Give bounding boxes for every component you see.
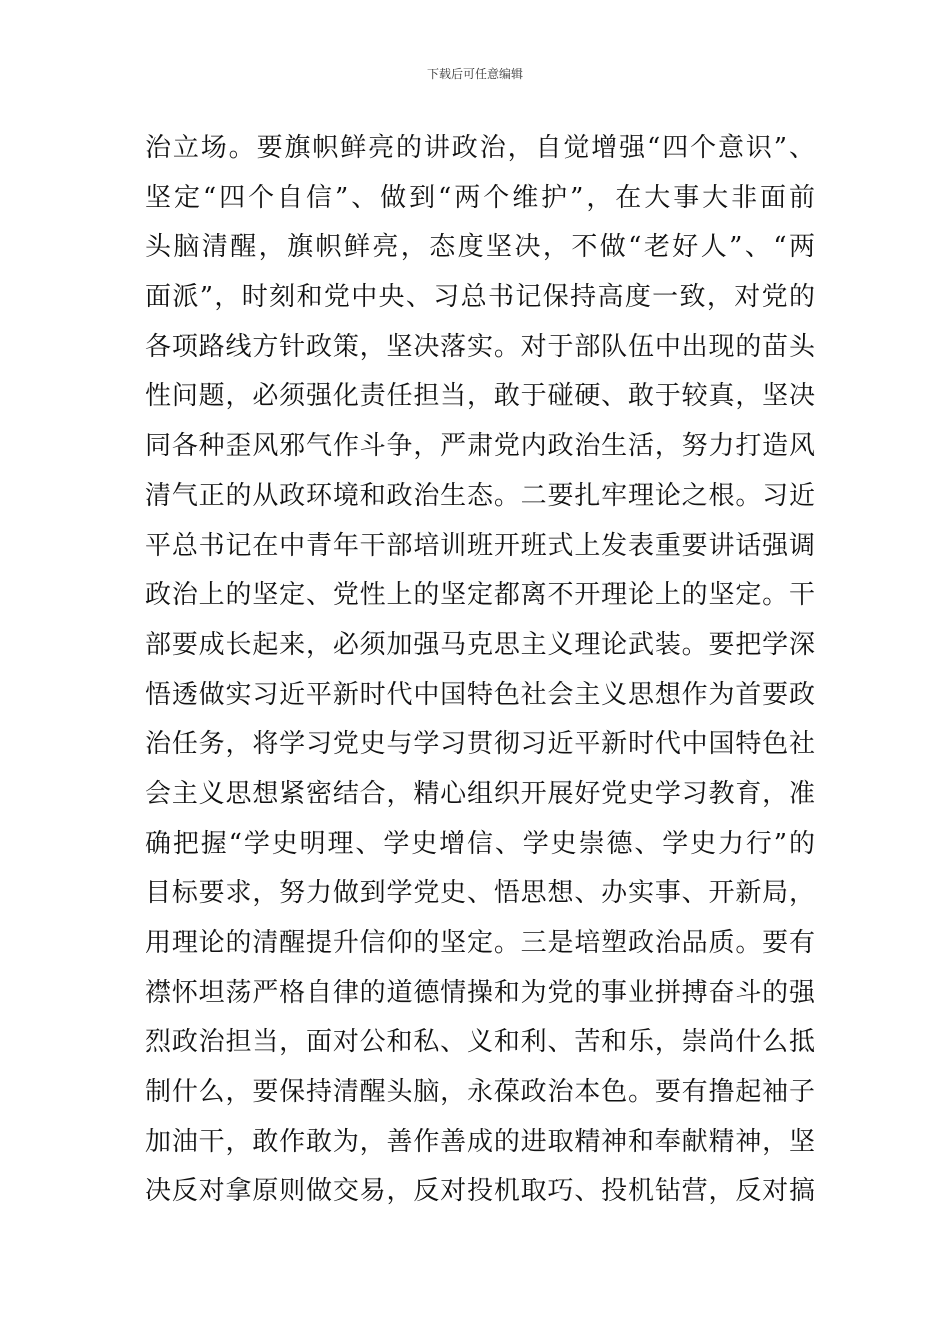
text-line: 用理论的清醒提升信仰的坚定。三是培塑政治品质。要有 bbox=[145, 928, 815, 958]
text-line: 会主义思想紧密结合，精心组织开展好党史学习教育，准 bbox=[145, 778, 815, 809]
text-line: 坚定“四个自信”、做到“两个维护”，在大事大非面前 bbox=[145, 182, 815, 213]
text-line: 部要成长起来，必须加强马克思主义理论武装。要把学深 bbox=[145, 629, 815, 660]
text-line: 性问题，必须强化责任担当，敢于碰硬、敢于较真，坚决 bbox=[145, 381, 815, 412]
text-line: 面派”，时刻和党中央、习总书记保持高度一致，对党的 bbox=[145, 282, 815, 313]
text-line: 烈政治担当，面对公和私、义和利、苦和乐，崇尚什么抵 bbox=[145, 1027, 815, 1058]
text-line: 制什么，要保持清醒头脑，永葆政治本色。要有撸起袖子 bbox=[145, 1077, 815, 1108]
text-line: 头脑清醒，旗帜鲜亮，态度坚决，不做“老好人”、“两 bbox=[145, 232, 815, 263]
page-header: 下载后可任意编辑 bbox=[426, 67, 523, 81]
text-line: 清气正的从政环境和政治生态。二要扎牢理论之根。习近 bbox=[145, 480, 815, 511]
text-line: 加油干，敢作敢为，善作善成的进取精神和奉献精神，坚 bbox=[145, 1126, 815, 1157]
text-line: 悟透做实习近平新时代中国特色社会主义思想作为首要政 bbox=[145, 679, 815, 710]
body-text bbox=[145, 124, 815, 1217]
text-line: 襟怀坦荡严格自律的道德情操和为党的事业拼搏奋斗的强 bbox=[145, 977, 815, 1008]
text-line: 同各种歪风邪气作斗争，严肃党内政治生活，努力打造风 bbox=[145, 431, 815, 462]
text-line: 确把握“学史明理、学史增信、学史崇德、学史力行”的 bbox=[145, 828, 815, 859]
text-line: 政治上的坚定、党性上的坚定都离不开理论上的坚定。干 bbox=[145, 580, 815, 611]
text-line: 各项路线方针政策，坚决落实。对于部队伍中出现的苗头 bbox=[145, 331, 815, 362]
text-line: 平总书记在中青年干部培训班开班式上发表重要讲话强调 bbox=[145, 530, 815, 561]
text-line: 治任务，将学习党史与学习贯彻习近平新时代中国特色社 bbox=[145, 729, 815, 760]
text-line: 目标要求，努力做到学党史、悟思想、办实事、开新局， bbox=[145, 878, 815, 909]
text-line: 决反对拿原则做交易，反对投机取巧、投机钻营，反对搞 bbox=[145, 1176, 815, 1207]
text-line: 治立场。要旗帜鲜亮的讲政治，自觉增强“四个意识”、 bbox=[145, 133, 815, 163]
